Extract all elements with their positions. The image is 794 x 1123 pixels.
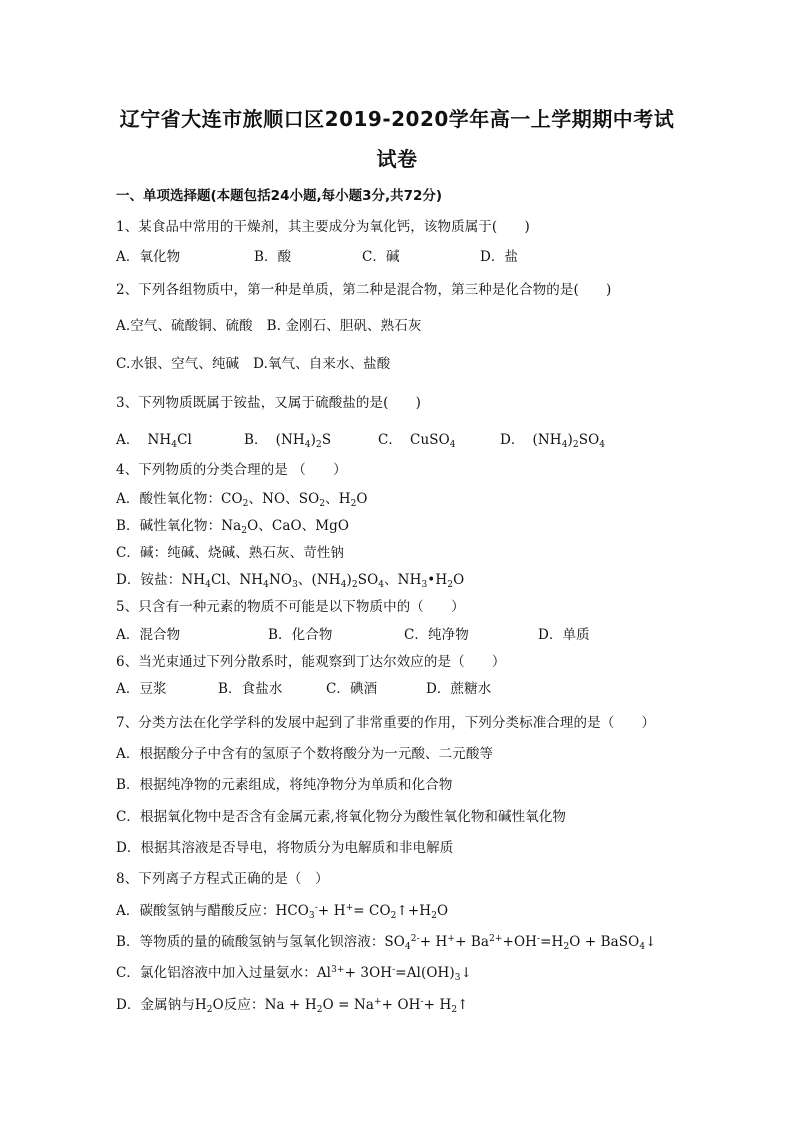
question-2-options-cd: [116, 355, 390, 373]
question-3-option-c: C． CuSO$_4$: [378, 432, 456, 450]
question-1-stem: 1、某食品中常用的干燥剂，其主要成分为氧化钙，该物质属于( ): [116, 219, 530, 235]
question-3-stem: 3、下列物质既属于铵盐，又属于硫酸盐的是( ): [116, 395, 422, 411]
question-2-option-c: C.水银、空气、纯碱: [116, 356, 240, 372]
question-2-option-d: D.氧气、自来水、盐酸: [253, 356, 391, 372]
question-6-option-b: B．食盐水: [218, 681, 283, 697]
question-2-options-ab: [116, 317, 421, 335]
question-2-option-b: B. 金刚石、胆矾、熟石灰: [266, 318, 422, 334]
question-8-option-c: C．氯化铝溶液中加入过量氨水：$Al^{3+}+$ $3OH^-=Al(OH)_3↓$: [116, 965, 472, 983]
question-5-options: [116, 626, 636, 644]
question-5-stem: 5、只含有一种元素的物质不可能是以下物质中的（ ）: [116, 599, 465, 615]
question-4-stem: 4、下列物质的分类合理的是 （ ）: [116, 462, 347, 478]
question-8-stem: 8、下列离子方程式正确的是（ ）: [116, 871, 329, 887]
question-5-option-a: A．混合物: [116, 627, 181, 643]
question-6-options: [116, 680, 636, 698]
question-1-options: [116, 248, 636, 266]
question-7-option-b: B．根据纯净物的元素组成，将纯净物分为单质和化合物: [116, 777, 453, 793]
question-4-option-c: C．碱：纯碱、烧碱、熟石灰、苛性钠: [116, 545, 345, 561]
question-8-option-d: D．金属钠与$H_2O$反应：$Na + H_2O = Na^++ OH^-+$ $H_2↑$: [116, 997, 469, 1015]
question-5-option-d: D．单质: [538, 627, 590, 643]
question-8-option-a: A．碳酸氢钠与醋酸反应：$HCO_3^-+ H^+=$ $CO_2↑+H_2O$: [116, 903, 449, 921]
question-8-option-b: B．等物质的量的硫酸氢钠与氢氧化钡溶液：$SO_4^{2-}+ H^++ Ba^{2+}+OH^-=H_2O$ + BaSO$_4$↓: [116, 934, 657, 952]
question-1-option-c: C．碱: [362, 249, 400, 265]
question-3-options: [116, 431, 636, 449]
question-6-option-d: D．蔗糖水: [426, 681, 492, 697]
question-2-option-a: A.空气、硫酸铜、硫酸: [116, 318, 253, 334]
question-3-option-b: B． $(NH_4)_2S$: [244, 432, 332, 450]
page-title-line2: 试卷: [376, 147, 418, 171]
question-3-option-d: D． $(NH_4)_2SO_4$: [500, 432, 606, 450]
question-7-stem: 7、分类方法在化学学科的发展中起到了非常重要的作用，下列分类标准合理的是（ ）: [116, 715, 656, 731]
question-1-option-d: D．盐: [480, 249, 519, 265]
question-1-option-b: B．酸: [254, 249, 292, 265]
question-7-option-c: C．根据氧化物中是否含有金属元素,将氧化物分为酸性氧化物和碱性氧化物: [116, 809, 567, 825]
question-5-option-b: B．化合物: [268, 627, 333, 643]
question-4-option-d: D．铵盐：$NH_4Cl$、$NH_4NO_3$、$(NH_4)_2SO_4$、$NH_3•H_2O$: [116, 572, 465, 590]
question-6-option-c: C．碘酒: [326, 681, 378, 697]
question-7-option-a: A．根据酸分子中含有的氢原子个数将酸分为一元酸、二元酸等: [116, 746, 494, 762]
question-7-option-d: D．根据其溶液是否导电，将物质分为电解质和非电解质: [116, 840, 454, 856]
page-title: 辽宁省大连市旅顺口区2019-2020学年高一上学期期中考试: [119, 107, 675, 131]
section-heading: 一、单项选择题(本题包括24小题,每小题3分,共72分): [116, 188, 443, 204]
question-2-stem: 2、下列各组物质中，第一种是单质，第二种是混合物，第三种是化合物的是( ): [116, 282, 612, 298]
question-1-option-a: A．氧化物: [116, 249, 181, 265]
question-6-option-a: A．豆浆: [116, 681, 167, 697]
question-4-option-b: B．碱性氧化物：$Na_2O$、CaO、MgO: [116, 518, 350, 536]
question-3-option-a: A． $NH_4Cl$: [116, 432, 192, 450]
question-5-option-c: C．纯净物: [404, 627, 469, 643]
question-4-option-a: A．酸性氧化物：$CO_2$、NO、$SO_2$、$H_2O$: [116, 491, 368, 509]
question-6-stem: 6、当光束通过下列分散系时，能观察到丁达尔效应的是（ ）: [116, 654, 506, 670]
